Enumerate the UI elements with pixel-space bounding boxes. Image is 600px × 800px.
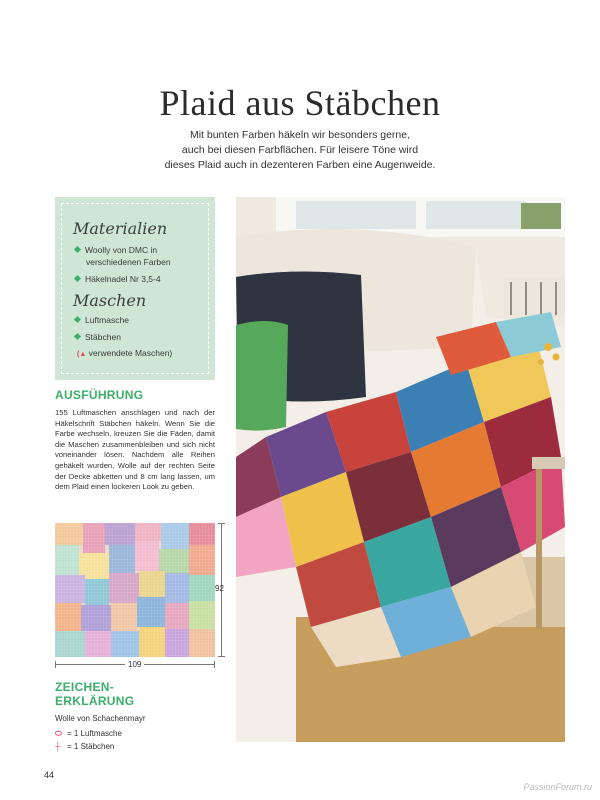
bullet-icon <box>74 316 81 323</box>
page-subtitle <box>150 128 450 173</box>
key-row: ⬭ = 1 Luftmasche <box>55 729 122 738</box>
subtitle-line: Mit bunten Farben häkeln wir besonders gerne, <box>189 129 411 141</box>
bullet-icon <box>74 333 81 340</box>
watermark: PassionForum.ru <box>523 782 592 792</box>
subtitle-line: auch bei diesen Farbflächen. Für leisere Töne wird <box>181 144 419 156</box>
bullet-icon <box>74 246 81 253</box>
key-intro: Wolle von Schachenmayr <box>55 714 146 723</box>
chain-stitch-icon: ⬭ <box>55 729 62 738</box>
material-item: Häkelnadel Nr 3,5-4 <box>75 273 161 285</box>
colour-chart-diagram <box>55 523 215 657</box>
stitches-heading: Maschen <box>73 291 147 310</box>
materials-heading: Materialien <box>73 219 168 238</box>
page-title: Plaid aus Stäbchen <box>159 83 441 123</box>
width-label: 109 <box>125 660 144 669</box>
triangle-icon: (▲ <box>77 351 87 358</box>
stitch-item: Stäbchen <box>75 331 121 343</box>
blanket-photo <box>236 197 565 742</box>
stitch-legend: (▲ verwendete Maschen) <box>77 348 173 358</box>
instructions-heading: AUSFÜHRUNG <box>55 388 144 402</box>
subtitle-line: dieses Plaid auch in dezenteren Farben eine Augenweide. <box>164 159 436 171</box>
key-row: ┼ = 1 Stäbchen <box>55 742 115 751</box>
instructions-text: 155 Luftmaschen anschlagen und nach der Häkelschrift Stäbchen häkeln. Wenn Sie die Farbe wechseln, kreuzen Sie die Fäden, damit die Maschen zusammenbleiben und sich nicht voneinander lösen. Nachdem alle Reihen gehäkelt wurden, Wolle auf der rechten Seite der Decke abketten und 8 cm lang lassen, um dem Plaid einen lockeren Look zu geben. <box>55 408 215 492</box>
treble-stitch-icon: ┼ <box>55 742 61 751</box>
bullet-icon <box>74 275 81 282</box>
height-label: 92 <box>215 584 224 593</box>
material-item: Woolly von DMC in verschiedenen Farben <box>75 244 171 268</box>
page-number: 44 <box>44 770 55 780</box>
stitch-item: Luftmasche <box>75 314 129 326</box>
key-heading: ZEICHEN- ERKLÄRUNG <box>55 680 135 708</box>
materials-box <box>55 197 215 380</box>
